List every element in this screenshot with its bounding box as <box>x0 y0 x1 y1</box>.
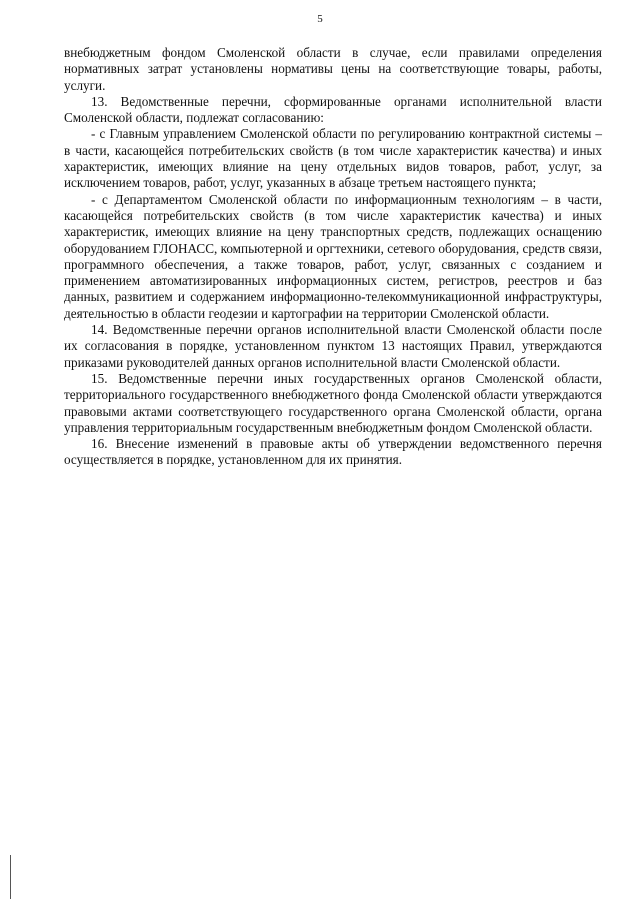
paragraph-item-13: 13. Ведомственные перечни, сформированные органами исполнительной власти Смоленской области, подлежат согласованию: <box>64 93 602 126</box>
paragraph-item-13-it-department: - с Департаментом Смоленской области по информационным технологиям – в части, касающейся потребительских свойств (в том числе характеристик качества) и иных характеристик, имеющих влияние на цену транспортных средств, подлежащих оснащению оборудованием ГЛОНАСС, компьютерной и оргтехники, сетевого оборудования, средств связи, программного обеспечения, а также товаров, работ, услуг, связанных с созданием и применением автоматизированных информационных систем, регистров, реестров и баз данных, развитием и содержанием информационно-телекоммуникационной инфраструктуры, деятельностью в области геодезии и картографии на территории Смоленской области. <box>64 191 602 321</box>
page-number: 5 <box>317 13 323 25</box>
paragraph-item-16: 16. Внесение изменений в правовые акты об утверждении ведомственного перечня осуществляется в порядке, установленном для их принятия. <box>64 436 602 468</box>
paragraph-item-13-contract-system: - с Главным управлением Смоленской области по регулированию контрактной системы – в части, касающейся потребительских свойств (в том числе характеристик качества) и иных характеристик, имеющих влияние на цену отдельных видов товаров, работ, услуг, за исключением товаров, работ, услуг, указанных в абзаце третьем настоящего пункта; <box>64 126 602 191</box>
paragraph-item-15: 15. Ведомственные перечни иных государственных органов Смоленской области, территориального государственного внебюджетного фонда Смоленской области утверждаются правовыми актами соответствующего государственного органа Смоленской области, органа управления территориальным государственным внебюджетным фондом Смоленской области. <box>64 370 602 435</box>
paragraph-item-14: 14. Ведомственные перечни органов исполнительной власти Смоленской области после их согласования в порядке, установленном пунктом 13 настоящих Правил, утверждаются приказами руководителей данных органов исполнительной власти Смоленской области. <box>64 322 602 370</box>
document-body <box>64 45 602 469</box>
paragraph-continuation: внебюджетным фондом Смоленской области в случае, если правилами определения нормативных затрат установлены нормативы цены на соответствующие товары, работы, услуги. <box>64 45 602 93</box>
scan-edge-line <box>10 855 11 899</box>
